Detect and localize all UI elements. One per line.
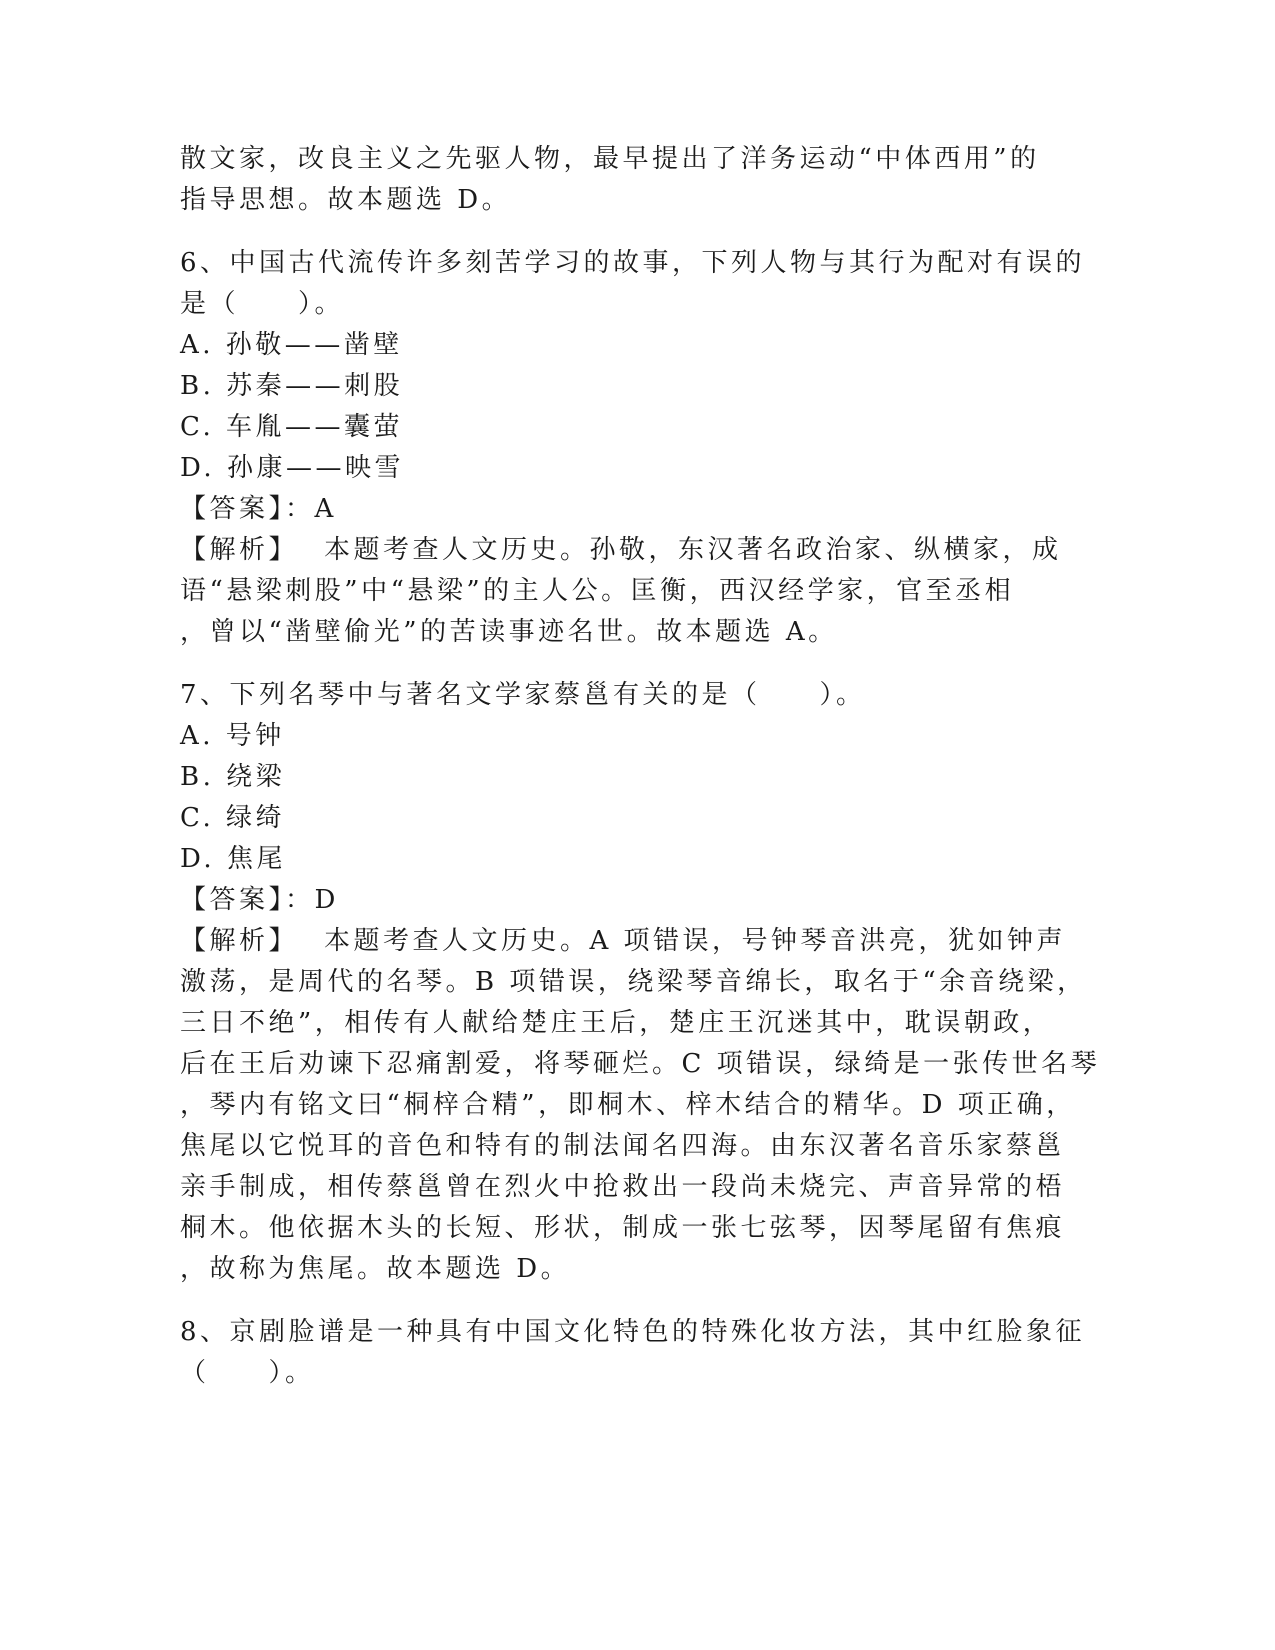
answer-label: 【答案】： — [180, 494, 315, 524]
explanation-text: 桐木。他依据木头的长短、形状，制成一张七弦琴，因琴尾留有焦痕 — [180, 1213, 1066, 1243]
answer-line — [180, 489, 1060, 530]
explanation-text: 亲手制成，相传蔡邕曾在烈火中抢救出一段尚未烧完、声音异常的梧 — [180, 1172, 1066, 1202]
explanation-text: ，琴内有铭文曰“桐梓合精”，即桐木、梓木结合的精华。D 项正确， — [180, 1090, 1076, 1120]
document-page — [180, 139, 1101, 1394]
question-stem: （ ）。 — [180, 1358, 315, 1388]
answer-value: A — [314, 494, 337, 524]
explanation-text: 本题考查人文历史。孙敬，东汉著名政治家、纵横家，成 — [324, 535, 1062, 565]
option-d: D. 焦尾 — [180, 844, 286, 874]
explanation-line — [180, 921, 1067, 962]
explanation-text: 后在王后劝谏下忍痛割爱，将琴砸烂。C 项错误，绿绮是一张传世名琴 — [180, 1049, 1101, 1079]
option-a: A. 号钟 — [180, 721, 285, 751]
text-line: 散文家，改良主义之先驱人物，最早提出了洋务运动“中体西用”的 — [180, 144, 1040, 174]
option-a: A. 孙敬——凿壁 — [180, 330, 403, 360]
option-c: C. 绿绮 — [180, 803, 285, 833]
answer-line — [180, 880, 1060, 921]
explanation-line — [180, 530, 1060, 571]
q5-explanation-tail — [180, 139, 1060, 221]
explanation-text: 语“悬梁刺股”中“悬梁”的主人公。匡衡，西汉经学家，官至丞相 — [180, 576, 1015, 606]
explanation-text: ，故称为焦尾。故本题选 D。 — [180, 1254, 571, 1284]
answer-label: 【答案】： — [180, 885, 315, 915]
question-stem: 是（ ）。 — [180, 289, 345, 319]
explanation-label: 【解析】 — [180, 926, 299, 956]
explanation-text: ，曾以“凿壁偷光”的苦读事迹名世。故本题选 A。 — [180, 617, 838, 647]
answer-value: D — [314, 885, 339, 915]
explanation-text: 焦尾以它悦耳的音色和特有的制法闻名四海。由东汉著名音乐家蔡邕 — [180, 1131, 1066, 1161]
option-d: D. 孙康——映雪 — [180, 453, 404, 483]
explanation-text: 激荡，是周代的名琴。B 项错误，绕梁琴音绵长，取名于“余音绕梁， — [180, 967, 1087, 997]
question-stem: 8、京剧脸谱是一种具有中国文化特色的特殊化妆方法，其中红脸象征 — [180, 1317, 1086, 1347]
explanation-label: 【解析】 — [180, 535, 299, 565]
question-6 — [180, 243, 1086, 653]
option-b: B. 绕梁 — [180, 762, 286, 792]
question-stem: 7、下列名琴中与著名文学家蔡邕有关的是（ ）。 — [180, 680, 866, 710]
question-7 — [180, 675, 1101, 1290]
question-stem: 6、中国古代流传许多刻苦学习的故事，下列人物与其行为配对有误的 — [180, 248, 1086, 278]
question-8 — [180, 1312, 1086, 1394]
text-line: 指导思想。故本题选 D。 — [180, 185, 512, 215]
option-b: B. 苏秦——刺股 — [180, 371, 404, 401]
explanation-text: 本题考查人文历史。A 项错误，号钟琴音洪亮，犹如钟声 — [324, 926, 1067, 956]
option-c: C. 车胤——囊萤 — [180, 412, 403, 442]
explanation-text: 三日不绝”，相传有人献给楚庄王后，楚庄王沉迷其中，耽误朝政， — [180, 1008, 1053, 1038]
